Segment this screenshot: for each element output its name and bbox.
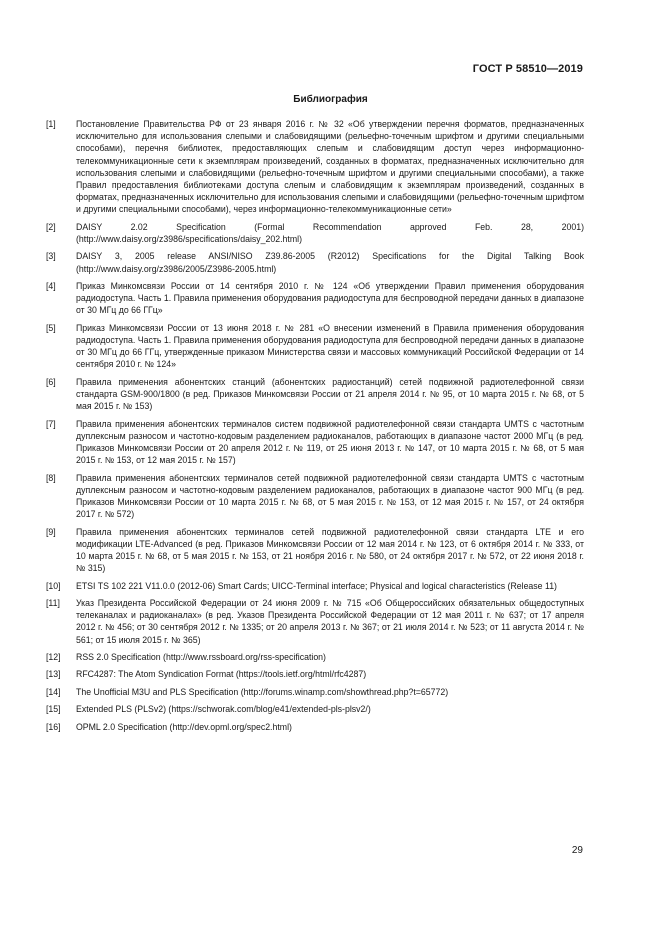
- bibliography-entry: [46, 418, 584, 467]
- entry-number: [7]: [46, 418, 56, 429]
- bibliography-entry: [46, 651, 584, 663]
- document-header: ГОСТ Р 58510—2019: [472, 63, 583, 75]
- bibliography-entry: [46, 597, 584, 646]
- bibliography-entry: [46, 668, 584, 680]
- entry-text: RFC4287: The Atom Syndication Format (https://tools.ietf.org/html/rfc4287): [76, 669, 367, 680]
- entry-text: Указ Президента Российской Федерации от 24 июня 2009 г. № 715 «Об Общероссийских обязательных общедоступных телеканалах и радиоканалах» (в ред. Указов Президента Российской Федерации от 12 мая 2011 г. № 637; от 17 апреля 2012 г. № 456; от 30 сентября 2012 г. № 1335; от 20 апреля 2013 г. № 367; от 21 июля 2014 г. № 523; от 11 августа 2014 г. № 561; от 15 июля 2015 г. № 365): [76, 597, 584, 645]
- entry-text: Правила применения абонентских терминалов сетей подвижной радиотелефонной связи стандарта UMTS с частотным дуплексным разносом и частотно-кодовым разделением радиоканалов, работающих в диапазоне частот 900 МГц (в ред. Приказов Минкомсвязи России от 10 марта 2015 г. № 68, от 5 мая 2015 г. № 153, от 12 мая 2015 г. № 157, от 24 октября 2017 г. № 572): [76, 472, 584, 520]
- entry-number: [4]: [46, 281, 56, 291]
- bibliography-entry: [46, 721, 584, 733]
- bibliography-entry: [46, 376, 584, 413]
- entry-text: Правила применения абонентских терминалов систем подвижной радиотелефонной связи стандарта UMTS с частотным дуплексным разносом и частотно-кодовым разделением радиоканалов, работающих в диапазоне частот 2000 МГц (в ред. Приказов Минкомсвязи России от 20 апреля 2012 г. № 119, от 25 июня 2013 г. № 147, от 10 марта 2015 г. № 68, от 5 мая 2015 г. № 153, от 12 мая 2015 г. № 157): [76, 418, 584, 466]
- bibliography-entry: [46, 686, 584, 698]
- entry-text: RSS 2.0 Specification (http://www.rssboard.org/rss-specification): [76, 651, 326, 662]
- entry-number: [1]: [46, 119, 56, 129]
- entry-number: [2]: [46, 221, 56, 232]
- bibliography-entry: [46, 703, 584, 715]
- entry-number: [9]: [46, 526, 56, 537]
- bibliography-list: [46, 118, 584, 738]
- bibliography-entry: [46, 322, 584, 371]
- bibliography-entry: [46, 580, 584, 592]
- bibliography-title: Библиография: [293, 94, 368, 105]
- bibliography-entry: [46, 280, 584, 317]
- bibliography-entry: [46, 250, 584, 274]
- bibliography-entry: [46, 221, 584, 245]
- entry-text: ETSI TS 102 221 V11.0.0 (2012-06) Smart Cards; UICC-Terminal interface; Physical and logical characteristics (Release 11): [76, 580, 557, 591]
- entry-text: Extended PLS (PLSv2) (https://schworak.com/blog/e41/extended-pls-plsv2/): [76, 704, 371, 715]
- entry-number: [13]: [46, 669, 61, 680]
- page-number: 29: [571, 845, 583, 856]
- entry-number: [12]: [46, 651, 61, 662]
- entry-number: [6]: [46, 376, 56, 387]
- entry-number: [16]: [46, 721, 61, 732]
- entry-number: [11]: [46, 597, 60, 608]
- entry-text: OPML 2.0 Specification (http://dev.opml.org/spec2.html): [76, 721, 292, 732]
- entry-text: Приказ Минкомсвязи России от 14 сентября 2010 г. № 124 «Об утверждении Правил применения оборудования радиодоступа. Часть 1. Правила применения оборудования радиодоступа для беспроводной передачи данных в диапазоне от 30 МГц до 66 ГГц»: [76, 281, 584, 316]
- entry-text: Приказ Минкомсвязи России от 13 июня 2018 г. № 281 «О внесении изменений в Правила применения оборудования радиодоступа. Часть 1. Правила применения оборудования радиодоступа для беспроводной передачи данных в диапазоне от 30 МГц до 66 ГГц, утвержденные приказом Министерства связи и массовых коммуникаций Российской Федерации от 14 сентября 2010 г. № 124»: [76, 322, 584, 370]
- entry-number: [15]: [46, 704, 61, 715]
- entry-number: [14]: [46, 686, 61, 697]
- entry-text: Постановление Правительства РФ от 23 января 2016 г. № 32 «Об утверждении перечня форматов, предназначенных исключительно для использования слепыми и слабовидящими (рельефно-точечным шрифтом и другими специальными способами), перечня библиотек, предоставляющих слепым и слабовидящим доступ через информационно-телекоммуникационные сети к экземплярам произведений, созданных в форматах, предназначенных исключительно для использования слепыми и слабовидящими (рельефно-точечным шрифтом и другими специальными способами), а также Правил предоставления библиотеками доступа слепым и слабовидящим к экземплярам произведений, созданных в форматах, предназначенных исключительно для использования слепыми и слабовидящими (рельефно-точечным шрифтом и другими специальными способами), через информационно-телекоммуникационные сети»: [76, 119, 584, 215]
- entry-number: [10]: [46, 580, 61, 591]
- entry-number: [3]: [46, 251, 56, 262]
- entry-text: The Unofficial M3U and PLS Specification (http://forums.winamp.com/showthread.php?t=65772): [76, 686, 449, 697]
- entry-text: Правила применения абонентских станций (абонентских радиостанций) сетей подвижной радиотелефонной связи стандарта GSM-900/1800 (в ред. Приказов Минкомсвязи России от 21 апреля 2014 г. № 95, от 10 марта 2015 г. № 68, от 5 мая 2015 г. № 153): [76, 376, 584, 412]
- bibliography-entry: [46, 526, 584, 575]
- entry-text: DAISY 3, 2005 release ANSI/NISO Z39.86-2005 (R2012) Specifications for the Digital Talking Book (http://www.daisy.org/z3986/2005/Z3986-2005.html): [76, 251, 584, 274]
- entry-number: [5]: [46, 322, 56, 333]
- bibliography-entry: [46, 472, 584, 521]
- entry-text: DAISY 2.02 Specification (Formal Recommendation approved Feb. 28, 2001) (http://www.daisy.org/z3986/specifications/daisy_202.html): [76, 221, 584, 245]
- entry-text: Правила применения абонентских терминалов сетей подвижной радиотелефонной связи стандарта LTE и его модификации LTE-Advanced (в ред. Приказов Минкомсвязи России от 12 мая 2014 г. № 123, от 6 октября 2014 г. № 333, от 10 марта 2015 г. № 68, от 5 мая 2015 г. № 153, от 21 ноября 2016 г. № 580, от 24 октября 2017 г. № 572, от 22 июня 2018 г. № 315): [76, 526, 584, 574]
- entry-number: [8]: [46, 472, 56, 483]
- bibliography-entry: [46, 118, 584, 216]
